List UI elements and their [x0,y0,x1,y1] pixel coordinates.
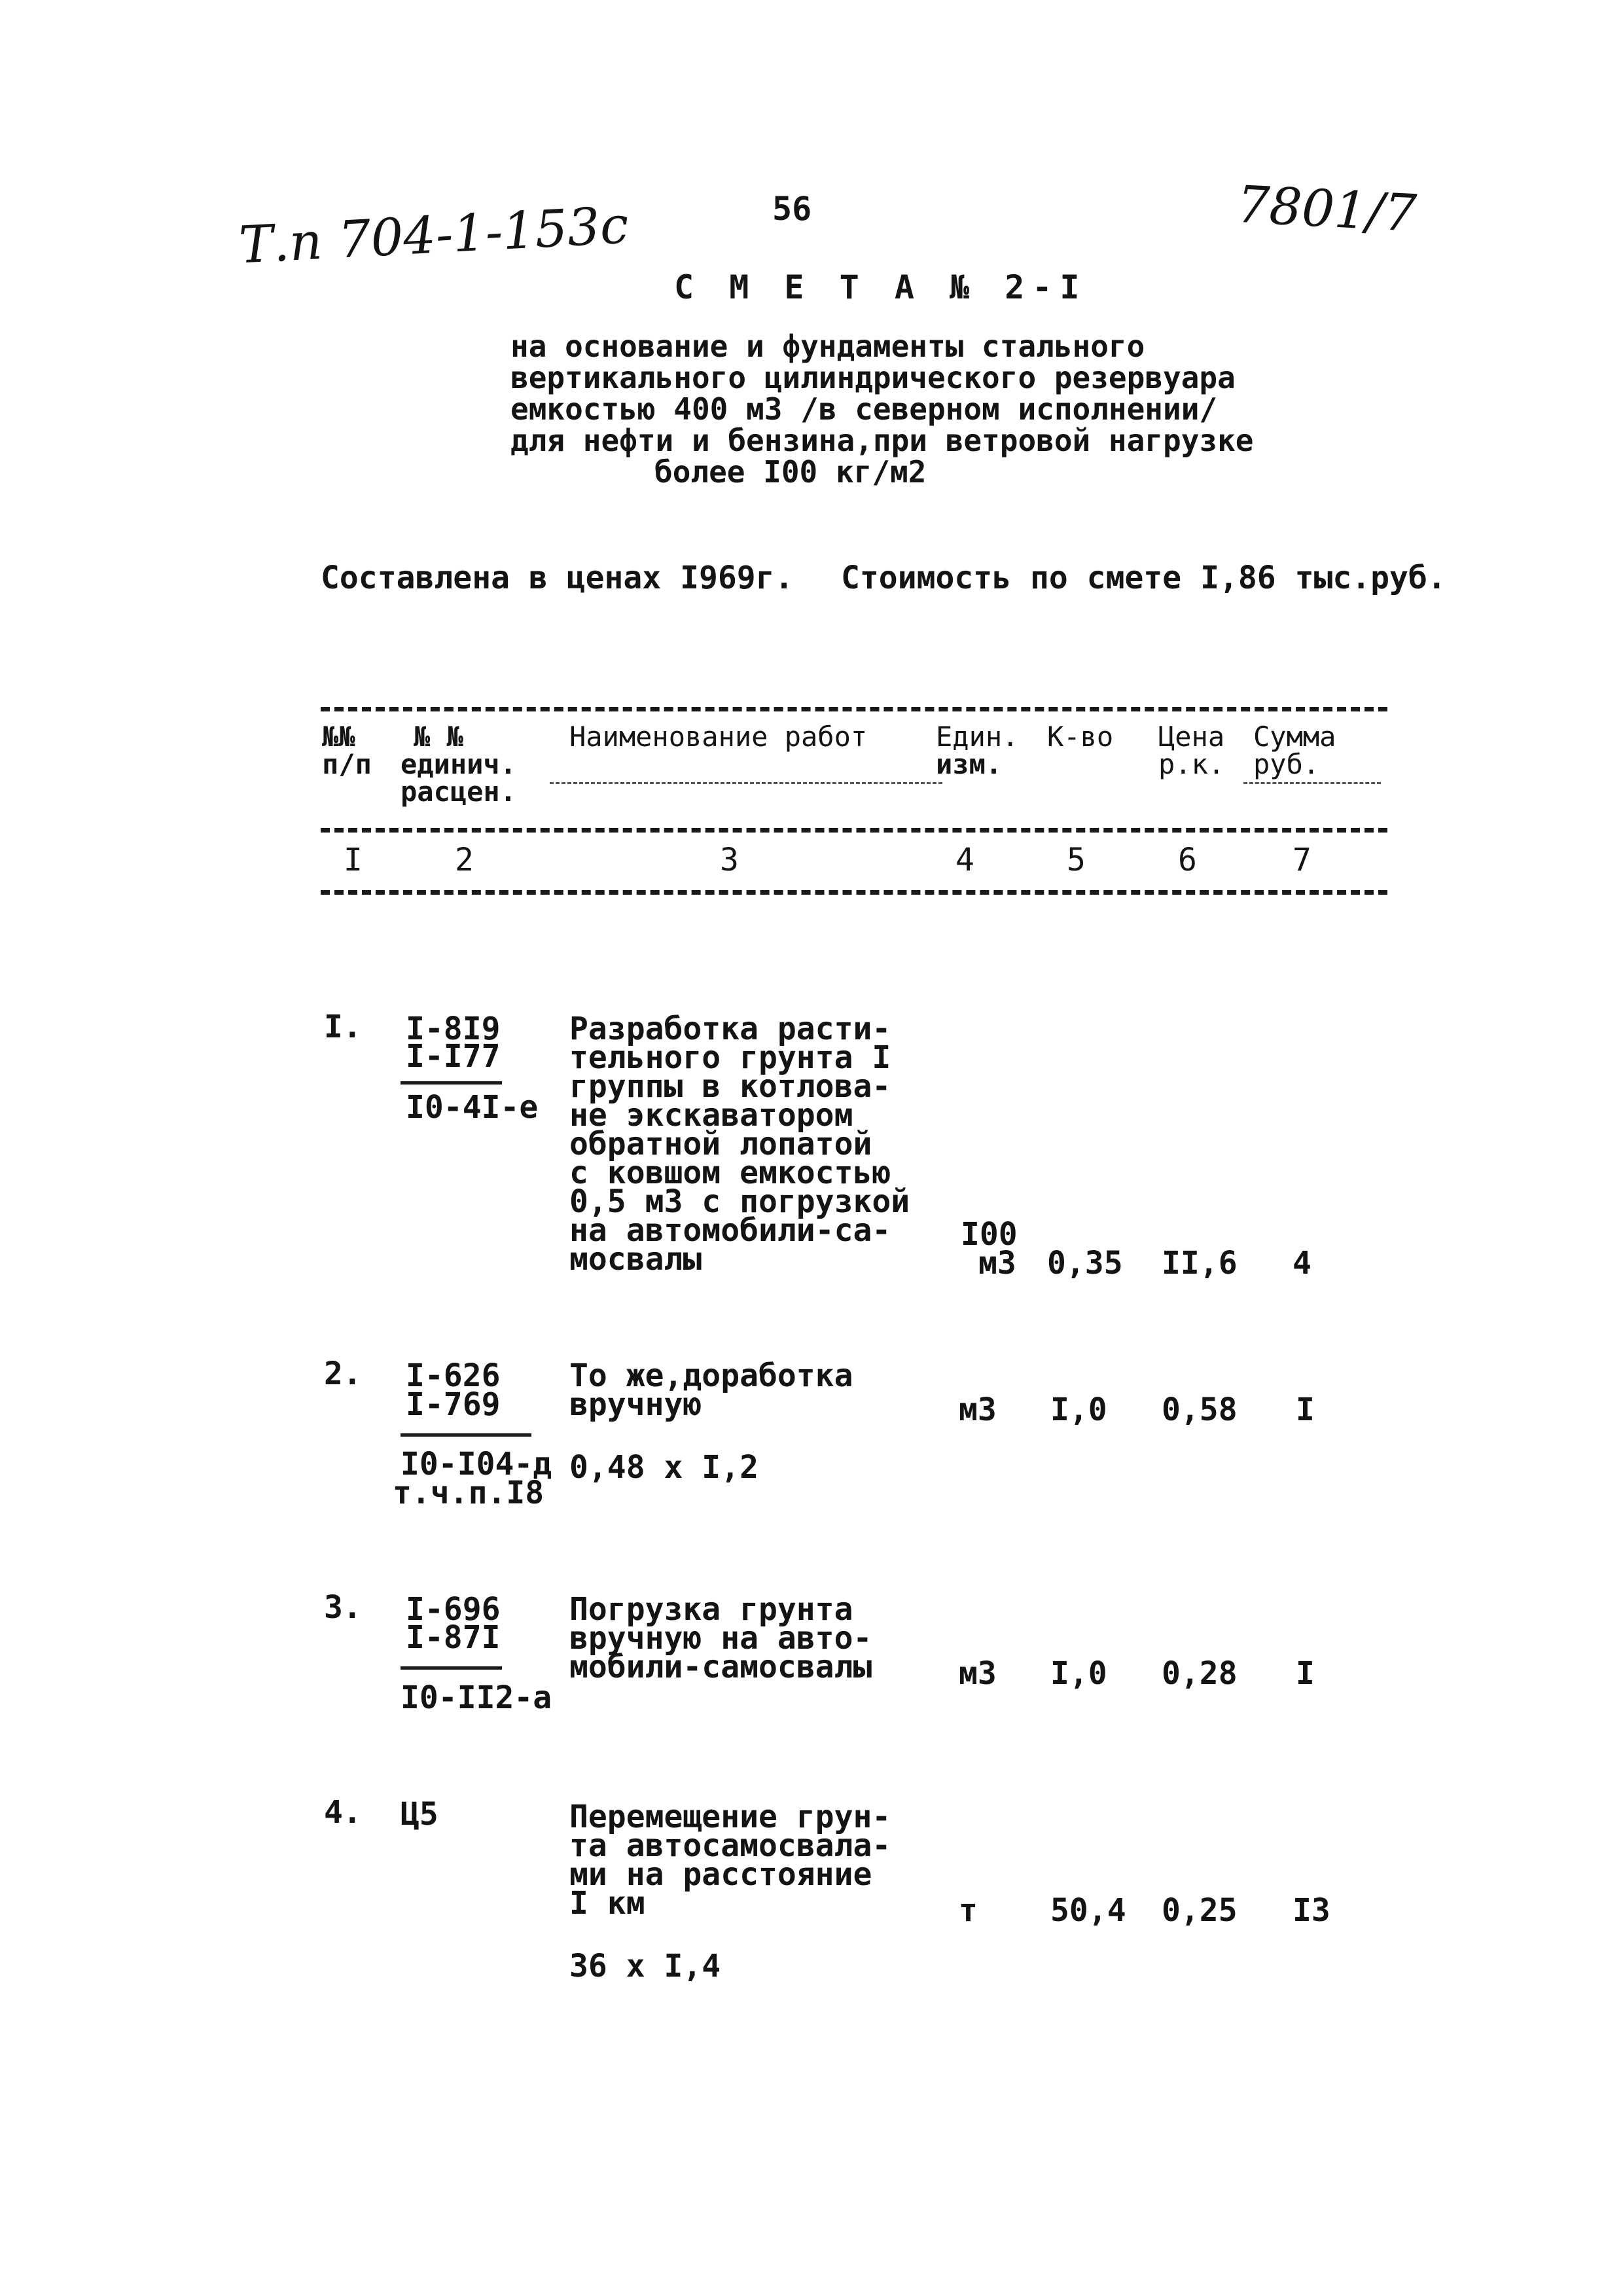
price-value: 0,25 [1162,1892,1238,1929]
header-quantity: К-во [1047,721,1114,753]
quantity-value: 50,4 [1050,1892,1126,1929]
doc-subtitle-line-4: для нефти и бензина,при ветровой нагрузке [510,423,1254,458]
work-name-line: мосвалы [569,1241,702,1278]
sum-value: I [1296,1391,1315,1428]
row-number: I. [324,1009,362,1045]
fraction-bar [401,1081,502,1085]
unit-value: м3 [978,1245,1016,1282]
col-number-3: 3 [720,842,739,878]
norm-reference: I0-I04-д [401,1446,552,1482]
unit-rate-code: I-87I [406,1619,501,1656]
fraction-bar [401,1433,531,1437]
work-name-line: тельного грунта I [569,1039,891,1076]
formula: 36 х I,4 [569,1948,721,1984]
unit-rate-code: Ц5 [401,1796,438,1833]
work-name-line: не экскаватором [569,1097,853,1134]
estimate-cost: Стоимость по смете I,86 тыс.руб. [841,560,1446,596]
col-number-1: I [344,842,363,878]
work-name-line: I км [569,1885,645,1922]
col-number-6: 6 [1178,842,1197,878]
unit-rate-code: I-I77 [406,1038,501,1075]
doc-subtitle-line-2: вертикального цилиндрического резервуара [510,360,1236,395]
sum-value: I3 [1293,1892,1330,1929]
page-number: 56 [772,190,812,228]
work-name-line: мобили-самосвалы [569,1649,872,1685]
handwritten-sheet-number: 7801/7 [1235,175,1418,244]
header-bottom-rule [321,828,1387,833]
header-inner-rule [550,782,942,784]
col-numbers-bottom-rule [321,890,1387,895]
work-name-line: на автомобили-са- [569,1212,891,1249]
header-price: Цена р.к. [1158,721,1225,780]
header-sum: Сумма руб. [1253,721,1336,780]
row-number: 2. [324,1355,362,1392]
work-name-line: вручную [569,1386,702,1423]
price-value: 0,28 [1162,1655,1238,1692]
header-work-name: Наименование работ [569,721,868,753]
work-name-line: Перемещение грун- [569,1799,891,1835]
unit-value: I00 [961,1216,1018,1253]
header-row-num: №№ п/п [322,721,372,780]
work-name-line: с ковшом емкостью [569,1155,891,1191]
price-value: 0,58 [1162,1391,1238,1428]
quantity-value: I,0 [1050,1655,1107,1692]
unit-value: м3 [959,1391,997,1428]
doc-subtitle-line-3: емкостью 400 м3 /в северном исполнении/ [510,391,1218,427]
work-name-line: То же,доработка [569,1357,853,1394]
work-name-line: та автосамосвала- [569,1827,891,1864]
unit-rate-code: I-8I9 [406,1011,501,1047]
work-name-line: Погрузка грунта [569,1591,853,1628]
header-top-rule [321,707,1387,711]
sum-value: 4 [1293,1245,1311,1282]
header-unit-rates: № № единич. расцен. [401,721,517,808]
doc-subtitle-line-1: на основание и фундаменты стального [510,329,1145,364]
header-unit: Един. изм. [936,721,1019,780]
doc-subtitle-line-5: более I00 кг/м2 [654,454,927,490]
work-name-line: Разработка расти- [569,1011,891,1047]
unit-value: т [959,1892,978,1929]
formula: 0,48 х I,2 [569,1449,758,1486]
work-name-line: обратной лопатой [569,1126,872,1162]
handwritten-doc-code: Т.п 704-1-153с [238,196,630,276]
unit-value: м3 [959,1655,997,1692]
work-name-line: 0,5 м3 с погрузкой [569,1183,910,1220]
unit-rate-code: I-696 [406,1591,501,1628]
norm-reference: т.ч.п.I8 [393,1475,544,1511]
quantity-value: I,0 [1050,1391,1107,1428]
col-number-5: 5 [1067,842,1086,878]
fraction-bar [401,1666,502,1670]
work-name-line: ми на расстояние [569,1856,872,1893]
row-number: 4. [324,1794,362,1831]
work-name-line: вручную на авто- [569,1620,872,1657]
norm-reference: I0-II2-а [401,1679,552,1716]
price-value: II,6 [1162,1245,1238,1282]
sum-value: I [1296,1655,1315,1692]
quantity-value: 0,35 [1047,1245,1123,1282]
norm-reference: I0-4I-е [406,1089,539,1126]
work-name-line: группы в котлова- [569,1068,891,1105]
col-number-4: 4 [955,842,974,878]
header-inner-rule-right [1243,782,1381,784]
prices-basis: Составлена в ценах I969г. [321,560,794,596]
col-number-7: 7 [1293,842,1311,878]
unit-rate-code: I-769 [406,1386,501,1423]
col-number-2: 2 [455,842,474,878]
unit-rate-code: I-626 [406,1357,501,1394]
row-number: 3. [324,1589,362,1626]
doc-title: С М Е Т А № 2-I [674,268,1088,306]
